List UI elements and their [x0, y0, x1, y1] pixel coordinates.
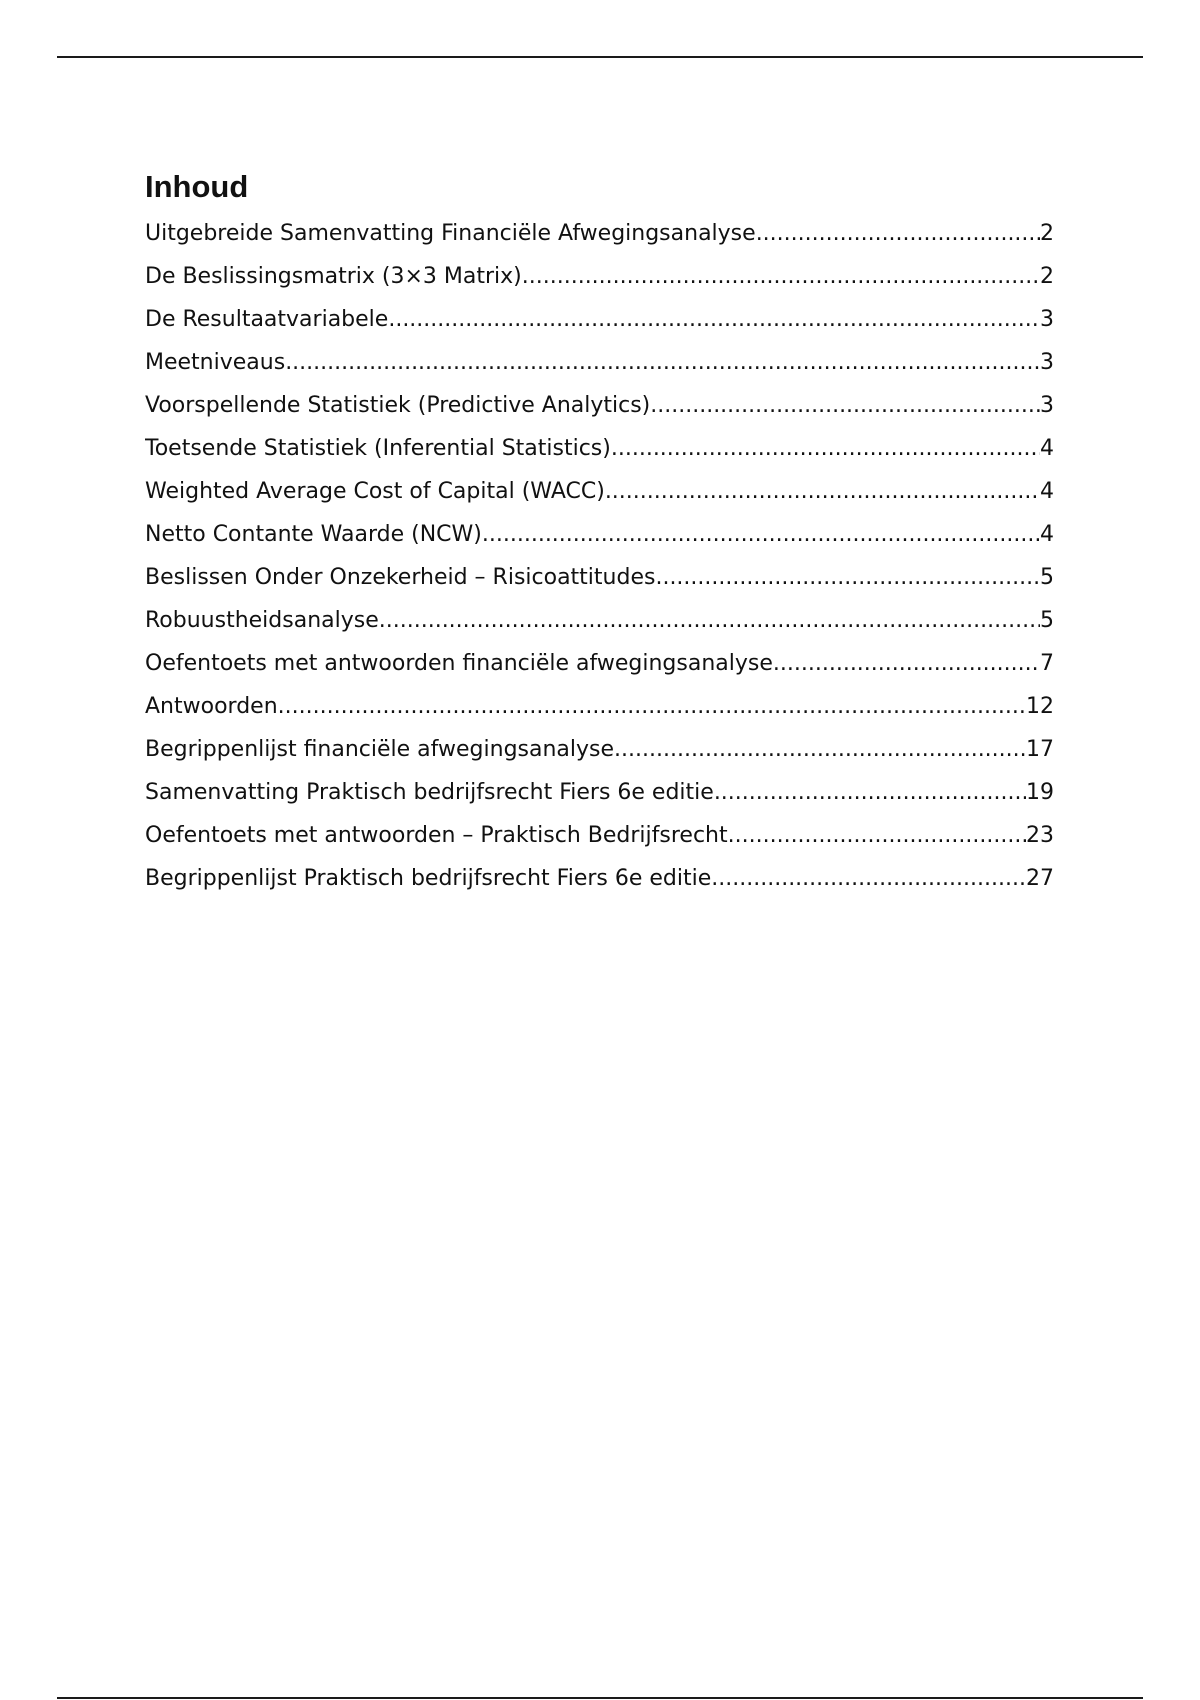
toc-entry-page-number: 23 [1026, 823, 1054, 848]
toc-entry[interactable] [145, 427, 1054, 470]
header-rule [57, 56, 1143, 58]
toc-entry-title: De Resultaatvariabele [145, 307, 389, 332]
toc-entry[interactable] [145, 685, 1054, 728]
toc-entry-page-number: 3 [1040, 307, 1054, 332]
toc-entry-title: Robuustheidsanalyse [145, 608, 379, 633]
toc-entry-page-number: 4 [1040, 522, 1054, 547]
toc-entry-page-number: 2 [1040, 221, 1054, 246]
toc-entry[interactable] [145, 728, 1054, 771]
toc-entry-title: Weighted Average Cost of Capital (WACC) [145, 479, 605, 504]
toc-entry-title: Voorspellende Statistiek (Predictive Analytics) [145, 393, 651, 418]
toc-entry-title: De Beslissingsmatrix (3×3 Matrix) [145, 264, 522, 289]
toc-entry-title: Begrippenlijst Praktisch bedrijfsrecht Fiers 6e editie [145, 866, 712, 891]
toc-dot-leader [728, 814, 1026, 857]
toc-entry[interactable] [145, 384, 1054, 427]
toc-entry[interactable] [145, 298, 1054, 341]
toc-entry-page-number: 17 [1026, 737, 1054, 762]
toc-dot-leader [388, 298, 1040, 341]
toc-entry-page-number: 5 [1040, 608, 1054, 633]
toc-entry[interactable] [145, 255, 1054, 298]
toc-entry-page-number: 27 [1026, 866, 1054, 891]
toc-dot-leader [614, 728, 1026, 771]
toc-entry[interactable] [145, 599, 1054, 642]
toc-entry-page-number: 12 [1026, 694, 1054, 719]
toc-entry-title: Meetniveaus [145, 350, 286, 375]
toc-dot-leader [655, 556, 1040, 599]
toc-dot-leader [522, 255, 1040, 298]
toc-entry-title: Oefentoets met antwoorden financiële afwegingsanalyse [145, 651, 773, 676]
toc-entry[interactable] [145, 556, 1054, 599]
toc-dot-leader [711, 857, 1026, 900]
toc-entry-title: Beslissen Onder Onzekerheid – Risicoattitudes [145, 565, 656, 590]
toc-entry-page-number: 2 [1040, 264, 1054, 289]
toc-entry-title: Antwoorden [145, 694, 278, 719]
toc-entry[interactable] [145, 513, 1054, 556]
toc-entry[interactable] [145, 814, 1054, 857]
toc-entry-title: Toetsende Statistiek (Inferential Statistics) [145, 436, 611, 461]
toc-dot-leader [482, 513, 1040, 556]
toc-entry[interactable] [145, 212, 1054, 255]
toc-entry-page-number: 7 [1040, 651, 1054, 676]
toc-entry[interactable] [145, 857, 1054, 900]
toc-entry[interactable] [145, 771, 1054, 814]
toc-entry-title: Uitgebreide Samenvatting Financiële Afwegingsanalyse [145, 221, 756, 246]
toc-entry-page-number: 3 [1040, 393, 1054, 418]
toc-dot-leader [285, 341, 1040, 384]
toc-dot-leader [379, 599, 1040, 642]
toc-dot-leader [278, 685, 1026, 728]
toc-entry-page-number: 3 [1040, 350, 1054, 375]
toc-entry[interactable] [145, 470, 1054, 513]
footer-rule [57, 1697, 1143, 1699]
toc-entry-title: Samenvatting Praktisch bedrijfsrecht Fiers 6e editie [145, 780, 714, 805]
toc-entry-page-number: 4 [1040, 436, 1054, 461]
toc-entry[interactable] [145, 642, 1054, 685]
toc-entry-page-number: 4 [1040, 479, 1054, 504]
toc-dot-leader [714, 771, 1026, 814]
toc-dot-leader [650, 384, 1040, 427]
toc-entry-title: Begrippenlijst financiële afwegingsanalyse [145, 737, 615, 762]
table-of-contents [145, 167, 1054, 900]
toc-entry-title: Netto Contante Waarde (NCW) [145, 522, 482, 547]
toc-entry[interactable] [145, 341, 1054, 384]
toc-dot-leader [611, 427, 1040, 470]
toc-dot-leader [756, 212, 1040, 255]
toc-title: Inhoud [145, 169, 249, 204]
toc-entry-page-number: 5 [1040, 565, 1054, 590]
toc-entry-title: Oefentoets met antwoorden – Praktisch Bedrijfsrecht [145, 823, 728, 848]
toc-dot-leader [773, 642, 1040, 685]
toc-list [145, 212, 1054, 900]
toc-dot-leader [605, 470, 1040, 513]
toc-entry-page-number: 19 [1026, 780, 1054, 805]
